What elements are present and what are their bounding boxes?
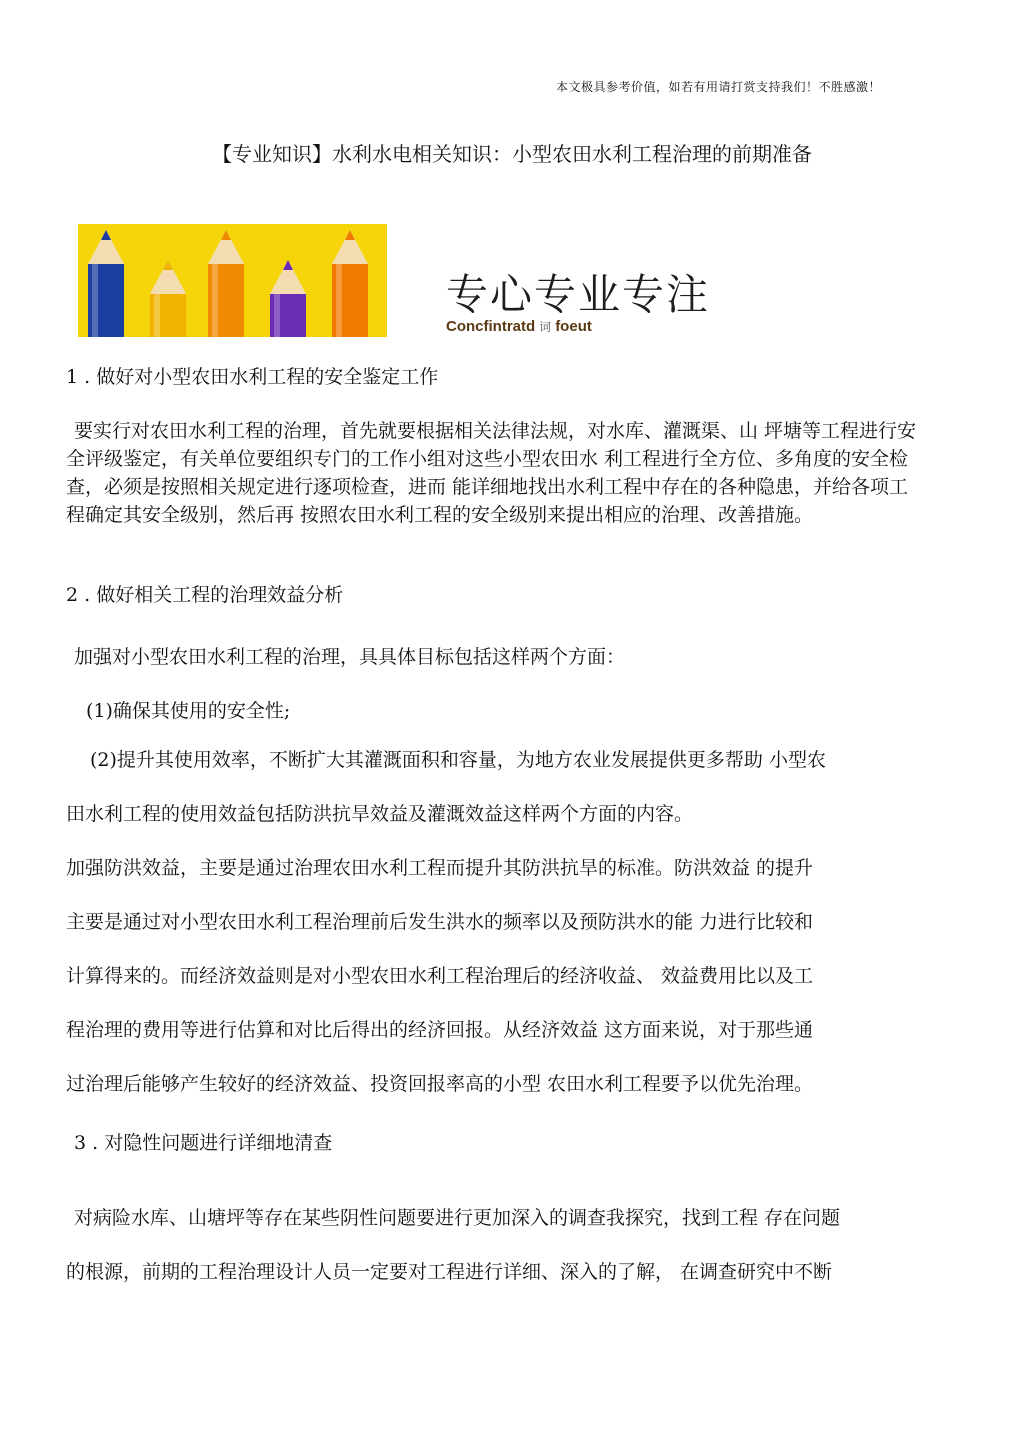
pencil-lead [283, 260, 293, 270]
section-2-heading: 2 . 做好相关工程的治理效益分析 [66, 584, 344, 606]
banner-subtitle-left: Concfintratd [446, 318, 536, 335]
banner-subtitle [446, 318, 592, 335]
header-note: 本文极具参考价值，如若有用请打赏支持我们！不胜感激！ [556, 80, 882, 94]
section-2-paragraph-line-1: 加强防洪效益，主要是通过治理农田水利工程而提升其防洪抗旱的标准。防洪效益 的提升 [66, 857, 814, 879]
section-3-heading: 3 . 对隐性问题进行详细地清查 [74, 1132, 333, 1154]
pencil-highlight [274, 294, 280, 337]
section-2-item-1: (1)确保其使用的安全性; [86, 700, 291, 722]
pencil-lead [163, 260, 173, 270]
section-1-body: 要实行对农田水利工程的治理，首先就要根据相关法律法规，对水库、灌溉渠、山 坪塘等工程进行安全评级鉴定，有关单位要组织专门的工作小组对这些小型农田水 利工程进行全方位、多角度的安全检查，必须是按照相关规定进行逐项检查，进而 能详细地找出水利工程中存在的各种隐患，并给各项工程确定其安全级别，然后再 按照农田水利工程的安全级别来提出相应的治理、改善措施。 [66, 420, 917, 526]
banner-subtitle-right: foeut [555, 318, 592, 335]
pencil-highlight [212, 264, 218, 337]
pencil-lead [345, 230, 355, 240]
pencil-highlight [92, 264, 98, 337]
section-2-intro: 加强对小型农田水利工程的治理，具具体目标包括这样两个方面： [74, 646, 626, 668]
section-1-heading: 1 . 做好对小型农田水利工程的安全鉴定工作 [66, 366, 439, 388]
banner-subtitle-mid: 词 [539, 320, 552, 334]
section-2-paragraph-line-2: 主要是通过对小型农田水利工程治理前后发生洪水的频率以及预防洪水的能 力进行比较和 [66, 911, 814, 933]
section-3-line-2: 的根源，前期的工程治理设计人员一定要对工程进行详细、深入的了解， 在调查研究中不断 [66, 1261, 833, 1283]
section-2-paragraph-line-5: 过治理后能够产生较好的经济效益、投资回报率高的小型 农田水利工程要予以优先治理。 [66, 1073, 814, 1095]
section-2-paragraph-line-4: 程治理的费用等进行估算和对比后得出的经济回报。从经济效益 这方面来说，对于那些通 [66, 1019, 814, 1041]
section-2-item-2-line-1: (2)提升其使用效率，不断扩大其灌溉面积和容量，为地方农业发展提供更多帮助 小型农 [90, 749, 826, 771]
banner-slogan: 专心专业专注 [446, 270, 711, 319]
section-2-paragraph-line-3: 计算得来的。而经济效益则是对小型农田水利工程治理后的经济收益、 效益费用比以及工 [66, 965, 814, 987]
pencil-lead [221, 230, 231, 240]
document-title: 【专业知识】水利水电相关知识：小型农田水利工程治理的前期准备 [212, 142, 812, 166]
pencil-lead [101, 230, 111, 240]
section-2-item-2-line-2: 田水利工程的使用效益包括防洪抗旱效益及灌溉效益这样两个方面的内容。 [66, 803, 694, 825]
pencils-illustration [78, 224, 387, 337]
pencil-highlight [154, 294, 160, 337]
pencils-banner-image [78, 224, 387, 337]
section-3-line-1: 对病险水库、山塘坪等存在某些阴性问题要进行更加深入的调查我探究，找到工程 存在问题 [74, 1207, 841, 1229]
pencil-highlight [336, 264, 342, 337]
